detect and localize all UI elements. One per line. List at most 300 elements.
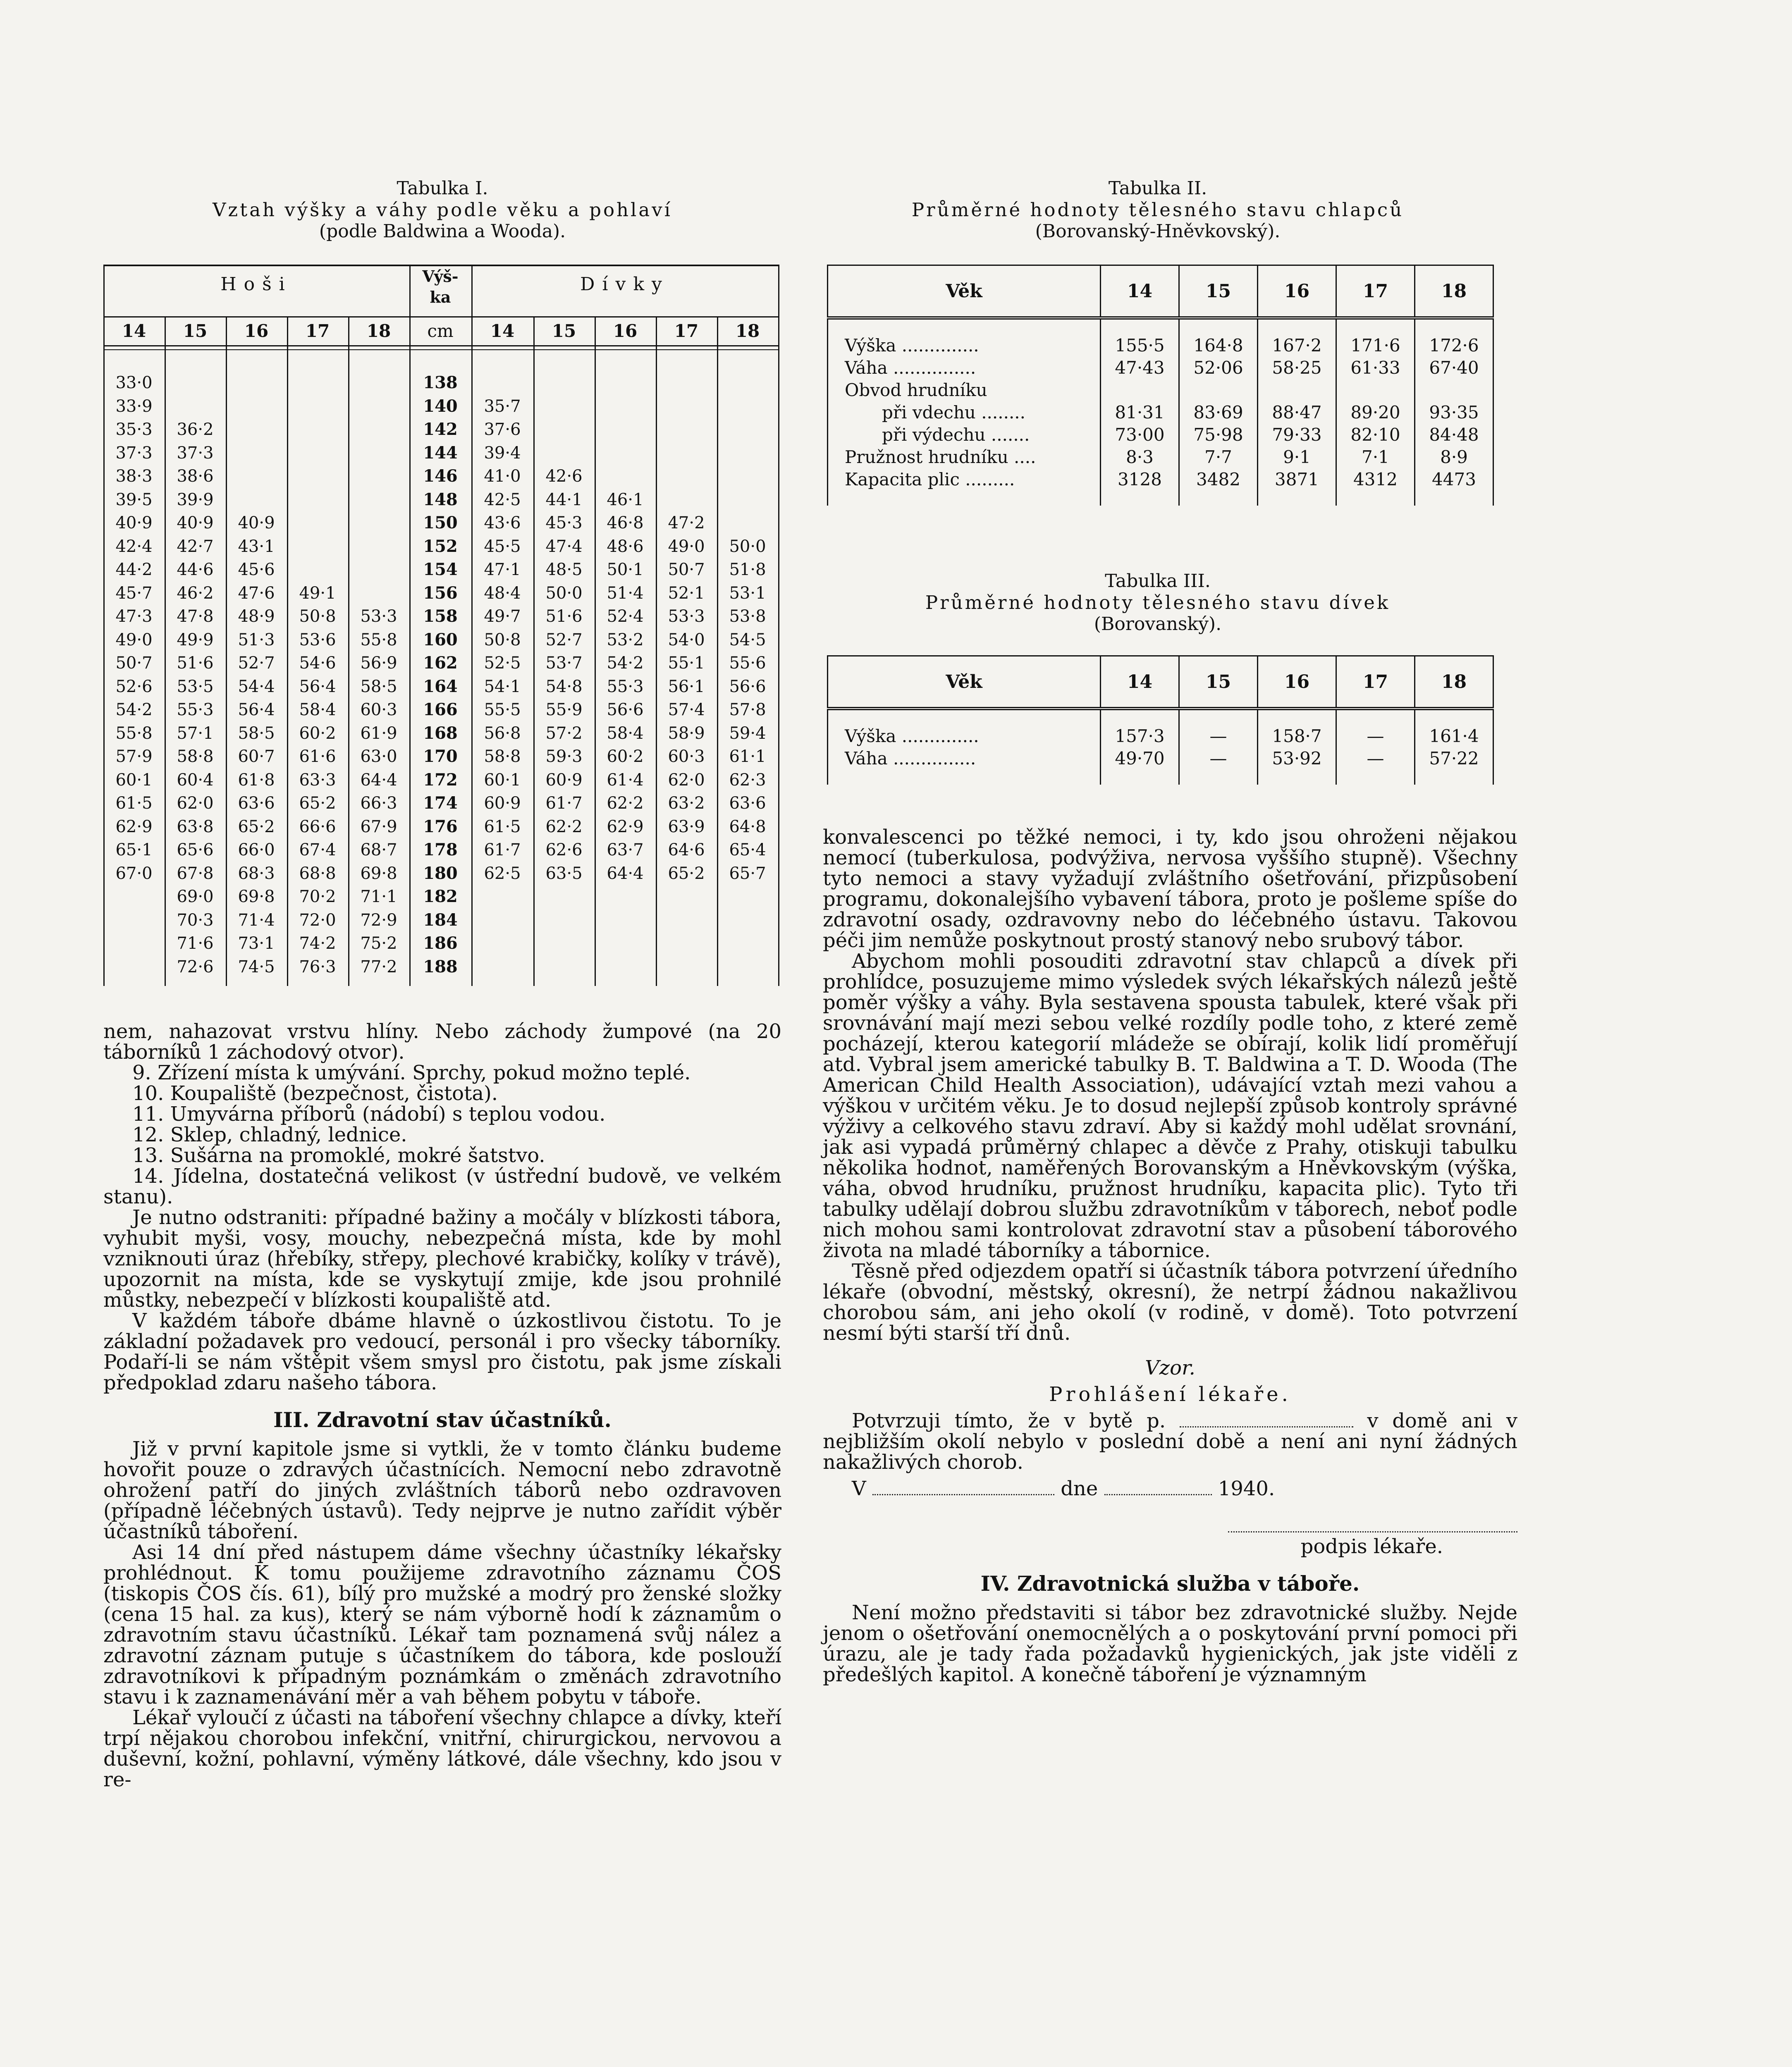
table1-cell: 55·6: [729, 654, 766, 673]
table1-cell: 60·1: [115, 770, 153, 790]
table1-cell: 54·5: [729, 630, 766, 649]
table1-cell: 67·9: [360, 817, 397, 836]
table3-header: 18: [1415, 656, 1493, 709]
table1-cell: [287, 535, 348, 559]
table1-cell: 61·5: [115, 794, 153, 813]
table1-cell: 156: [423, 583, 458, 603]
table1-cell: 35·7: [484, 396, 521, 416]
table1-cell: 36·2: [177, 420, 214, 439]
table1-cell: 48·9: [238, 607, 275, 626]
table1-cell: 140: [423, 396, 458, 416]
paragraph: V každém táboře dbáme hlavně o úzkostlivou čistotu. To je základní požadavek pro vedoucí, personál i pro všecky táborníky. Podaří-li se nám vštěpit všem smysl pro čistotu, pak jsme získali předpoklad zdaru našeho tábora.: [103, 1309, 781, 1394]
table1-cell: 72·6: [177, 957, 214, 976]
table1-cell: 49·7: [484, 607, 521, 626]
table1-cell: 188: [423, 957, 458, 976]
table2-caption: [823, 178, 1493, 242]
table1-cell: 69·8: [360, 864, 397, 883]
table1-cell: 73·1: [238, 934, 275, 953]
table1-cell: 45·6: [238, 560, 275, 579]
table1-cell: 164: [423, 676, 458, 696]
table1-cell: [717, 955, 778, 979]
paragraph: 13. Sušárna na promoklé, mokré šatstvo.: [132, 1144, 545, 1167]
table1-cell: [348, 418, 409, 442]
table1-cell: 64·4: [360, 770, 397, 790]
table1-cell: 45·5: [484, 537, 521, 556]
table1-cell: 150: [423, 513, 458, 532]
table1-cell: 69·8: [238, 887, 275, 906]
table1-cell: [165, 371, 226, 395]
table1-column-girls-18: [717, 371, 778, 979]
table1-cell: 56·6: [607, 700, 644, 719]
table1-cell: [533, 909, 595, 932]
table1-header: 15: [552, 321, 576, 341]
table1-cell: [717, 511, 778, 535]
table1-cell: 44·2: [115, 560, 153, 579]
table1-cell: [103, 955, 165, 979]
table2-row: při vdechu ........ 81·31 83·69 88·47 89·20 93·35: [828, 401, 1493, 424]
table2-header: 14: [1101, 265, 1179, 318]
table1-cell: [103, 909, 165, 932]
paragraph: nem, nahazovat vrstvu hlíny. Nebo záchody žumpové (na 20 táborníků 1 záchodový otvor).: [103, 1020, 781, 1064]
table1-cell: [472, 932, 533, 955]
table1-cell: 70·2: [299, 887, 336, 906]
right-text-column: [823, 827, 1517, 1685]
table1-cell: 55·8: [115, 723, 153, 743]
declaration-text-2: v domě ani v nejbližším okolí nebylo v poslední době a není ani nyní žádných nakažlivých chorob.: [823, 1409, 1518, 1474]
table1-cell: 71·1: [360, 887, 397, 906]
table1-cell: 58·4: [607, 723, 644, 743]
table2-row: Kapacita plic ......... 3128 3482 3871 4312 4473: [828, 468, 1493, 491]
fill-in-line-name[interactable]: [1180, 1412, 1353, 1427]
table1-cell: [348, 371, 409, 395]
table1-cell: 38·3: [115, 467, 153, 486]
table1-cell: 54·2: [115, 700, 153, 719]
table1-cell: [472, 885, 533, 909]
table1-cell: 42·7: [177, 537, 214, 556]
table1-cell: [348, 535, 409, 559]
table1-column-girls-14: [472, 371, 533, 979]
table1-cell: 56·4: [299, 677, 336, 696]
table1-cell: 154: [423, 560, 458, 579]
table1-column-boys-14: [103, 371, 165, 979]
table1-cell: 61·8: [238, 770, 275, 790]
table2-header: 18: [1415, 265, 1493, 318]
table1-cell: 65·2: [238, 817, 275, 836]
table1-cell: [717, 885, 778, 909]
table2-row: Váha ............... 47·43 52·06 58·25 61·33 67·40: [828, 357, 1493, 379]
table1-cell: 61·9: [360, 723, 397, 743]
table1-cell: 53·8: [729, 607, 766, 626]
table1-cell: 180: [423, 863, 458, 883]
table1-cell: 52·6: [115, 677, 153, 696]
table1-cell: 56·4: [238, 700, 275, 719]
table1-cell: 47·4: [545, 537, 583, 556]
table1-cell: 53·3: [668, 607, 705, 626]
table1-cell: [287, 558, 348, 582]
table1-cell: 51·6: [545, 607, 583, 626]
table1-cell: 182: [423, 887, 458, 906]
table1-cell: 56·9: [360, 654, 397, 673]
table1-cell: 61·1: [729, 747, 766, 766]
table1-cell: 50·7: [668, 560, 705, 579]
table1-cell: 60·7: [238, 747, 275, 766]
table1-cell: 148: [423, 489, 458, 509]
table3: [827, 655, 1494, 785]
template-label: Vzor.: [1145, 1356, 1195, 1380]
table1-cell: 48·5: [545, 560, 583, 579]
table1-group-boys: Hoši: [220, 274, 292, 295]
table1-cell: [103, 885, 165, 909]
table1-header: cm: [427, 321, 454, 341]
table1-cell: 61·7: [545, 794, 583, 813]
table1-cell: 57·8: [729, 700, 766, 719]
table1-cell: 62·0: [177, 794, 214, 813]
table1-cell: 49·0: [115, 630, 153, 649]
table1-cell: 56·8: [484, 723, 521, 743]
table1-cell: 60·1: [484, 770, 521, 790]
table1-cell: 72·0: [299, 910, 336, 930]
table1-cell: 49·9: [177, 630, 214, 649]
place-label: V: [852, 1477, 866, 1500]
table1-cell: [533, 955, 595, 979]
table1-group-girls: Dívky: [580, 274, 669, 295]
table1-cell: 61·6: [299, 747, 336, 766]
table1-column-boys-18: [348, 371, 409, 979]
table1-cell: [595, 955, 656, 979]
table1-cell: 55·9: [545, 700, 583, 719]
table1-cell: 57·2: [545, 723, 583, 743]
table1-cell: 66·3: [360, 794, 397, 813]
table1-cell: 54·2: [607, 654, 644, 673]
table1-cell: 74·2: [299, 934, 336, 953]
table1-header: 17: [305, 321, 330, 341]
table1-cell: 65·4: [729, 840, 766, 859]
table3-source: (Borovanský).: [1094, 613, 1222, 635]
table1-column-girls-17: [656, 371, 717, 979]
table1-cell: 64·4: [607, 864, 644, 883]
table1-cell: 35·3: [115, 420, 153, 439]
fill-in-line-place[interactable]: [872, 1480, 1054, 1495]
table1-cell: 60·4: [177, 770, 214, 790]
table1-cell: 52·7: [238, 654, 275, 673]
table1-cell: 50·7: [115, 654, 153, 673]
table1-cell: [595, 371, 656, 395]
table1-cell: [348, 582, 409, 605]
table1-cell: 67·4: [299, 840, 336, 859]
table1-cell: 186: [423, 933, 458, 953]
table1-column-boys-16: [226, 371, 287, 979]
table1-cell: 50·8: [484, 630, 521, 649]
table1-cell: [656, 465, 717, 488]
table1-cell: 176: [423, 816, 458, 836]
table1-column-boys-15: [165, 371, 226, 979]
table1-cell: [717, 909, 778, 932]
table1-cell: 72·9: [360, 910, 397, 930]
table1-cell: [287, 465, 348, 488]
table1-cell: 63·6: [729, 794, 766, 813]
table1-cell: 53·2: [607, 630, 644, 649]
table1-cell: 63·7: [607, 840, 644, 859]
table1-source: (podle Baldwina a Wooda).: [319, 221, 566, 242]
table1-header: 18: [366, 321, 391, 341]
table1-cell: [287, 418, 348, 442]
table1-cell: 51·8: [729, 560, 766, 579]
table1-cell: 46·8: [607, 513, 644, 532]
table3-row: Váha ............... 49·70 — 53·92 — 57·22: [828, 747, 1493, 770]
table1-cell: 54·6: [299, 654, 336, 673]
table1-cell: [472, 955, 533, 979]
table1-cell: [287, 442, 348, 465]
table3-header: 16: [1258, 656, 1336, 709]
table1-cell: 63·3: [299, 770, 336, 790]
table3-title: Průměrné hodnoty tělesného stavu dívek: [925, 592, 1391, 613]
table1-cell: [656, 371, 717, 395]
paragraph: Abychom mohli posouditi zdravotní stav chlapců a dívek při prohlídce, posuzujeme mimo výsledek svých lékařských nálezů ještě poměr výšky a váhy. Byla sestavena spousta tabulek, které však při srovnávání mají mezi sebou velké rozdíly podle toho, z které země pocházejí, kterou kategorií mládeže se obírají, kolik lidí proměřují atd. Vybral jsem americké tabulky B. T. Baldwina a T. D. Wooda (The American Child Health Association), udávající vztah mezi vahou a výškou v určitém věku. Je to dosud nejlepší způsob kontroly správné výživy a celkového stavu zdraví. Aby si každý mohl udělat srovnání, jak asi vypadá průměrný chlapec a děvče z Prahy, otiskuji tabulku několika hodnot, naměřených Borovanským a Hněvkovským (výška, váha, obvod hrudníku, pružnost hrudníku, kapacita plic). Tyto tři tabulky udělají dobrou službu zdravotníkům v táborech, neboť podle nich mohou sami kontrolovat zdravotní stav a působení táborového života na mladé táborníky a tábornice.: [823, 950, 1517, 1262]
table1-cell: [717, 395, 778, 418]
table1-cell: 62·2: [607, 794, 644, 813]
table1-cell: 59·3: [545, 747, 583, 766]
table1-cell: 37·3: [115, 443, 153, 463]
table1-title: Vztah výšky a váhy podle věku a pohlaví: [212, 199, 673, 221]
paragraph: Lékař vyloučí z účasti na táboření všechny chlapce a dívky, kteří trpí nějakou chorobou infekční, vnitřní, chirurgickou, nervovou a duševní, kožní, pohlavní, výměny látkové, dále všechny, kdo jsou v re-: [103, 1706, 781, 1791]
table1-cell: [533, 932, 595, 955]
table1-cell: 71·4: [238, 910, 275, 930]
table1-cell: 64·6: [668, 840, 705, 859]
table1-cell: 52·4: [607, 607, 644, 626]
table1-cell: 47·8: [177, 607, 214, 626]
table1-cell: [717, 488, 778, 512]
table1-cell: 77·2: [360, 957, 397, 976]
table1-cell: [656, 909, 717, 932]
table1-cell: 55·1: [668, 654, 705, 673]
table1-cell: [717, 932, 778, 955]
table1-cell: [595, 465, 656, 488]
table1-cell: 39·9: [177, 490, 214, 509]
table1-cell: 68·7: [360, 840, 397, 859]
table1-cell: [717, 418, 778, 442]
table1-cell: 62·6: [545, 840, 583, 859]
table2-title: Průměrné hodnoty tělesného stavu chlapců: [911, 199, 1404, 221]
table1-cell: 54·8: [545, 677, 583, 696]
table1-cell: 170: [423, 747, 458, 766]
table1-number: Tabulka I.: [397, 178, 488, 199]
table1-cell: 42·6: [545, 467, 583, 486]
paragraph: 14. Jídelna, dostatečná velikost (v ústřední budově, ve velkém stanu).: [103, 1165, 781, 1208]
table1-cell: 50·0: [729, 537, 766, 556]
table1-cell: [472, 909, 533, 932]
table1-cell: 58·5: [360, 677, 397, 696]
table1-cell: 51·3: [238, 630, 275, 649]
table1-group-height: Výš-ka: [422, 267, 459, 306]
table1-cell: 52·1: [668, 583, 705, 603]
fill-in-line-date[interactable]: [1104, 1480, 1212, 1495]
paragraph: Asi 14 dní před nástupem dáme všechny účastníky lékařsky prohlédnout. K tomu použijeme zdravotního záznamu ČOS (tiskopis ČOS čís. 61), bílý pro mužské a modrý pro ženské složky (cena 15 hal. za kus), který se nám výborně hodí k záznamům o zdravotním stavu účastníků. Lékař tam poznamená svůj nález a zdravotní záznam putuje s účastníkem do tábora, kde poslouží zdravotníkovi k případným poznámkám o změnách zdravotního stavu i k zaznamenávání měr a vah během pobytu v táboře.: [103, 1541, 781, 1709]
table1-cell: [656, 418, 717, 442]
table2-row: Pružnost hrudníku .... 8·3 7·7 9·1 7·1 8·9: [828, 446, 1493, 468]
table1-cell: [226, 442, 287, 465]
table2-header: Věk: [828, 265, 1101, 318]
table1-cell: [348, 488, 409, 512]
table2-header: 16: [1258, 265, 1336, 318]
table1-cell: 59·4: [729, 723, 766, 743]
table1-cell: 49·1: [299, 583, 336, 603]
table1-cell: 67·8: [177, 864, 214, 883]
table1-cell: 51·6: [177, 654, 214, 673]
table1-header: 16: [613, 321, 638, 341]
table1-cell: 66·6: [299, 817, 336, 836]
table1-cell: 42·4: [115, 537, 153, 556]
table1-cell: [533, 418, 595, 442]
table1-cell: [717, 371, 778, 395]
table2-row: při výdechu ....... 73·00 75·98 79·33 82·10 84·48: [828, 424, 1493, 446]
table1-cell: 60·3: [668, 747, 705, 766]
paragraph: 10. Koupaliště (bezpečnost, čistota).: [132, 1082, 498, 1105]
year-label: 1940.: [1218, 1477, 1275, 1500]
table1-cell: 43·1: [238, 537, 275, 556]
table1-cell: 57·4: [668, 700, 705, 719]
fill-in-line-signature[interactable]: [1228, 1517, 1517, 1532]
date-label: dne: [1061, 1477, 1098, 1500]
table1-cell: 58·9: [668, 723, 705, 743]
paragraph: Není možno představiti si tábor bez zdravotnické služby. Nejde jenom o ošetřování onemocnělých a o poskytování první pomoci při úrazu, ale je tady řada požadavků hygienických, jak jste viděli z předešlých kapitol. A konečně táboření je významným: [823, 1601, 1517, 1686]
table1-cell: 55·3: [607, 677, 644, 696]
table1-cell: 63·5: [545, 864, 583, 883]
table1-cell: 53·5: [177, 677, 214, 696]
table3-header: 14: [1101, 656, 1179, 709]
table1-cell: 62·9: [607, 817, 644, 836]
table1-cell: 74·5: [238, 957, 275, 976]
table1-cell: 152: [423, 536, 458, 556]
table1-cell: 58·4: [299, 700, 336, 719]
table1-cell: 54·1: [484, 677, 521, 696]
table1-cell: [533, 885, 595, 909]
table1-cell: 168: [423, 723, 458, 743]
table1-cell: [717, 465, 778, 488]
table1-cell: 57·9: [115, 747, 153, 766]
table1-cell: 52·7: [545, 630, 583, 649]
table1-cell: 47·6: [238, 583, 275, 603]
paragraph: Je nutno odstraniti: případné bažiny a močály v blízkosti tábora, vyhubit myši, vosy, mouchy, nebezpečná místa, kde by mohl vzniknouti úraz (hřebíky, střepy, plechové krabičky, kolíky v trávě), upozornit na místa, kde se vyskytují zmije, kde jsou prohnilé můstky, nebezpečí v blízkosti koupaliště atd.: [103, 1206, 781, 1312]
table1-cell: [656, 955, 717, 979]
table1-cell: 61·7: [484, 840, 521, 859]
table1-cell: 52·5: [484, 654, 521, 673]
table1-cell: 62·9: [115, 817, 153, 836]
table1-cell: 65·1: [115, 840, 153, 859]
table1-cell: 63·6: [238, 794, 275, 813]
table1-cell: 60·3: [360, 700, 397, 719]
table1-cell: 37·3: [177, 443, 214, 463]
section-heading-4: IV. Zdravotnická služba v táboře.: [980, 1571, 1360, 1596]
table1-header: 16: [244, 321, 269, 341]
table1-cell: [287, 488, 348, 512]
table1-cell: [226, 395, 287, 418]
table1-cell: [226, 465, 287, 488]
table1-cell: 40·9: [238, 513, 275, 532]
table1-cell: 44·6: [177, 560, 214, 579]
table1-cell: 76·3: [299, 957, 336, 976]
table1-cell: 60·2: [299, 723, 336, 743]
table1-cell: 62·0: [668, 770, 705, 790]
table1-cell: 55·5: [484, 700, 521, 719]
table2-header: 17: [1336, 265, 1415, 318]
table1-cell: 65·2: [299, 794, 336, 813]
table1-cell: 58·5: [238, 723, 275, 743]
table1-cell: 54·0: [668, 630, 705, 649]
table1-cell: 47·1: [484, 560, 521, 579]
table1-cell: [656, 442, 717, 465]
table1-cell: 71·6: [177, 934, 214, 953]
table1-cell: [595, 418, 656, 442]
table1-cell: [656, 488, 717, 512]
table1-cell: 64·8: [729, 817, 766, 836]
table1-cell: 178: [423, 840, 458, 859]
table1-cell: 46·1: [607, 490, 644, 509]
table1-cell: [348, 465, 409, 488]
table1-cell: [595, 909, 656, 932]
table1-cell: [656, 395, 717, 418]
table1-cell: 63·8: [177, 817, 214, 836]
table1-cell: 66·0: [238, 840, 275, 859]
table2-row: Obvod hrudníku: [828, 379, 1493, 401]
table1-cell: 38·6: [177, 467, 214, 486]
table1-cell: 62·3: [729, 770, 766, 790]
table1-cell: 138: [423, 373, 458, 392]
table1-cell: [287, 371, 348, 395]
table1-cell: [103, 932, 165, 955]
table1-cell: [656, 885, 717, 909]
table2-header: 15: [1179, 265, 1258, 318]
table1-cell: [656, 932, 717, 955]
table3-number: Tabulka III.: [1105, 570, 1211, 592]
table1-cell: 40·9: [177, 513, 214, 532]
table1-cell: 75·2: [360, 934, 397, 953]
table1-cell: 43·6: [484, 513, 521, 532]
table1-cell: 61·5: [484, 817, 521, 836]
table1-cell: 40·9: [115, 513, 153, 532]
table2-source: (Borovanský-Hněvkovský).: [1035, 221, 1281, 242]
table1-cell: [226, 418, 287, 442]
table1-cell: 47·2: [668, 513, 705, 532]
table1-cell: [595, 932, 656, 955]
table1-caption: [103, 178, 781, 242]
table1-cell: 69·0: [177, 887, 214, 906]
table1-cell: 184: [423, 910, 458, 930]
table1-column-girls-15: [533, 371, 595, 979]
table1-cell: [472, 371, 533, 395]
left-text-column: [103, 1021, 781, 1790]
table1-cell: 50·0: [545, 583, 583, 603]
table2-number: Tabulka II.: [1108, 178, 1207, 199]
table1-cell: 146: [423, 466, 458, 486]
table1-cell: 60·9: [545, 770, 583, 790]
table1-column-height: [410, 371, 471, 979]
table1-cell: 47·3: [115, 607, 153, 626]
table1-cell: 65·7: [729, 864, 766, 883]
table1-header: 15: [183, 321, 208, 341]
table1-cell: 53·6: [299, 630, 336, 649]
table1-cell: 53·7: [545, 654, 583, 673]
table1-cell: [717, 442, 778, 465]
table3-header: Věk: [828, 656, 1101, 709]
table1-cell: 54·4: [238, 677, 275, 696]
table2-row: Výška .............. 155·5 164·8 167·2 171·6 172·6: [828, 334, 1493, 357]
table1-cell: 70·3: [177, 910, 214, 930]
table1-cell: 56·1: [668, 677, 705, 696]
table3-row: Výška .............. 157·3 — 158·7 — 161·4: [828, 725, 1493, 747]
table2: [827, 265, 1494, 506]
table1-cell: [348, 442, 409, 465]
table1-header: 18: [735, 321, 760, 341]
